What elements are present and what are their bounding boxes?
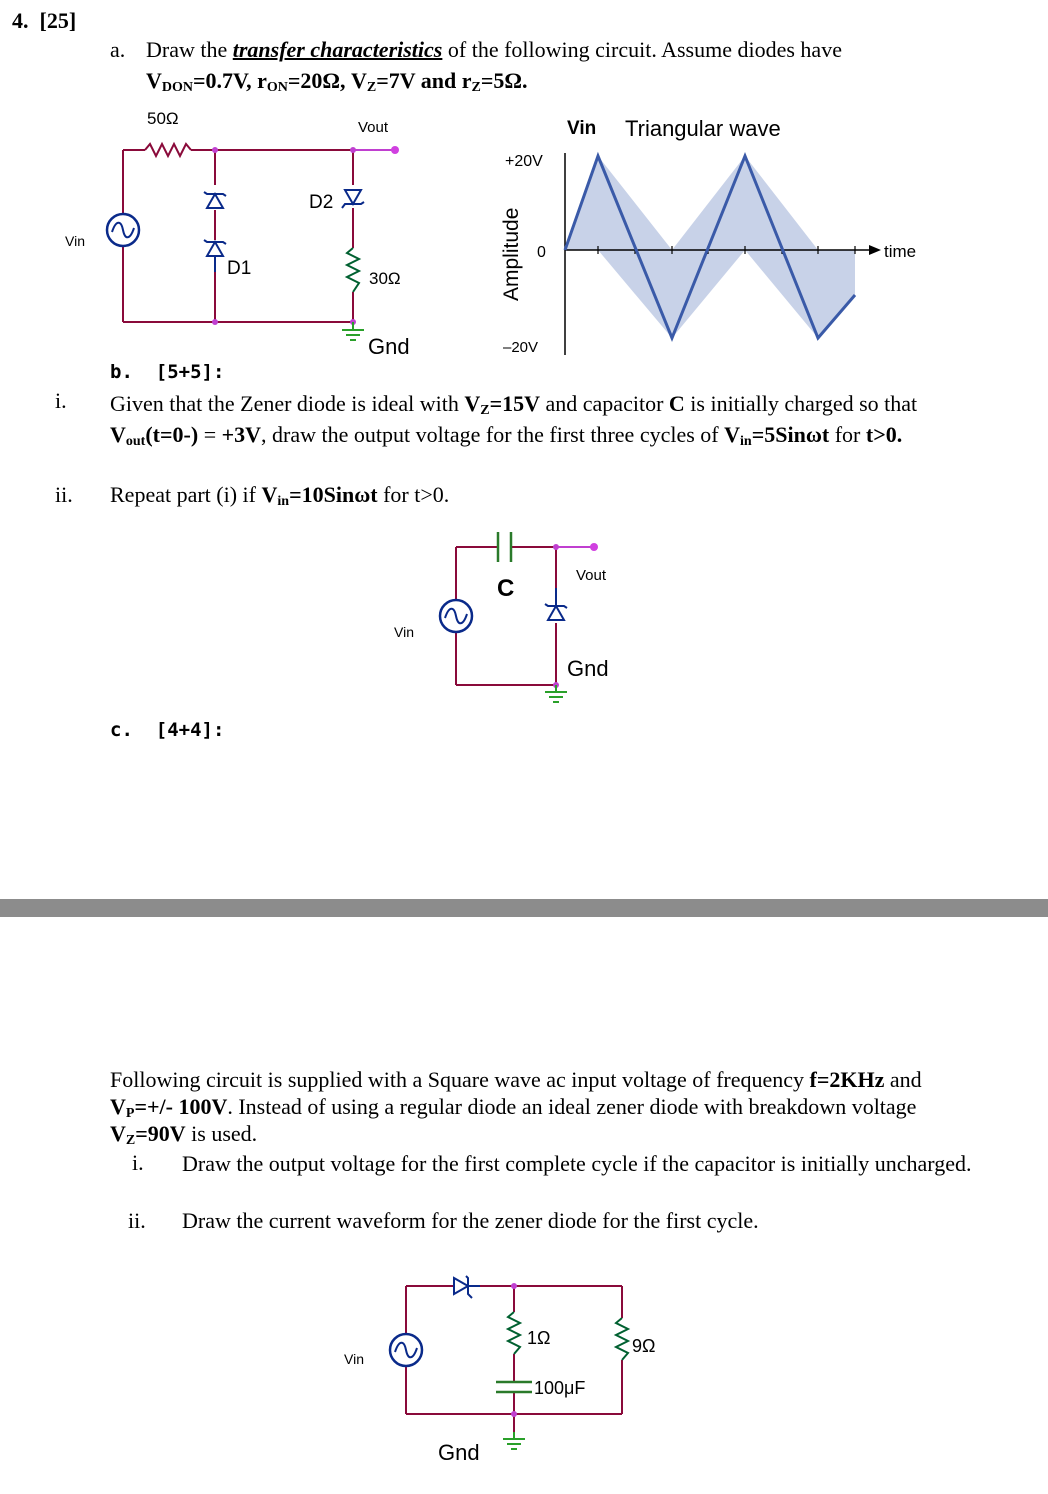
resistor-icon [347, 248, 359, 292]
r1-label: 1Ω [527, 1328, 551, 1348]
wave-title: Triangular wave [625, 116, 781, 141]
wave-vin-label: Vin [567, 118, 597, 139]
gnd-label: Gnd [368, 334, 410, 359]
d2-label: D2 [309, 192, 334, 213]
d1-label: D1 [227, 258, 252, 279]
circuit-a-diagram [55, 100, 475, 362]
ground-icon [342, 322, 364, 340]
part-a-label: a. [110, 37, 126, 62]
gnd-label: Gnd [438, 1440, 480, 1465]
ac-source-icon [440, 600, 472, 632]
d1-diode-icon [204, 240, 226, 272]
zener-diode-icon [454, 1276, 480, 1298]
zener-diode-icon [545, 588, 567, 620]
r2-label: 9Ω [632, 1336, 656, 1356]
wave-y-axis-label: Amplitude [500, 207, 523, 301]
d2-diode-icon [342, 190, 364, 208]
part-a-text: Draw the transfer characteristics of the following circuit. Assume diodes have [146, 37, 842, 62]
ground-icon [545, 685, 567, 702]
part-b-ii-text: Repeat part (i) if $V_{in}=10Sin\omega t$ for t>0. [110, 482, 450, 509]
ac-source-icon [390, 1334, 422, 1366]
page-divider [0, 899, 1048, 917]
vout-terminal [391, 146, 399, 154]
resistor-9-icon [616, 1318, 628, 1360]
part-c-intro: Following circuit is supplied with a Square wave ac input voltage of frequency f=2KHz and $V_P=+/-$ 100V. Instead of using a regular diode an ideal zener diode with breakdown voltage $V_Z=90V$ is used. [110, 1067, 922, 1148]
ground-icon [503, 1432, 525, 1449]
part-b-i-text: Given that the Zener diode is ideal with $V_Z=15V$ and capacitor C is initially charged so that $V_{out}(t=0-) = +3V$, draw the output voltage for the first three cycles of $V_{in}=5Sin\omega t$ for t>0. [110, 391, 918, 449]
part-a-emphasis: transfer characteristics [232, 37, 443, 62]
vout-label: Vout [576, 567, 607, 584]
part-b-i-label: i. [55, 388, 67, 413]
part-c-i-text: Draw the output voltage for the first complete cycle if the capacitor is initially uncharged. [182, 1151, 972, 1176]
part-b-header: b. [5+5]: [110, 361, 225, 383]
part-c-ii-label: ii. [128, 1208, 146, 1233]
part-c-i-label: i. [132, 1150, 144, 1175]
part-c-header: c. [4+4]: [110, 719, 225, 741]
zener-diode-icon [204, 192, 226, 208]
gnd-label: Gnd [567, 656, 609, 681]
vin-label: Vin [65, 233, 85, 249]
ac-source-icon [107, 214, 139, 246]
part-a-params: $V_{DON}=0.7V$, $r_{ON}=20\Omega$, $V_Z=7V$ and $r_Z=5\Omega$. [146, 68, 528, 95]
part-b-ii-label: ii. [55, 482, 73, 507]
part-c-ii-text: Draw the current waveform for the zener diode for the first cycle. [182, 1208, 759, 1233]
capacitor-icon [496, 1382, 532, 1392]
circuit-b-diagram [380, 520, 650, 710]
wave-zero-label: 0 [537, 244, 546, 261]
c-label: C [497, 575, 515, 602]
wave-pos-label: +20V [505, 153, 543, 170]
resistor-1-icon [508, 1312, 520, 1354]
vin-label: Vin [344, 1351, 364, 1367]
vout-label: Vout [358, 119, 389, 136]
r1-label: 50Ω [147, 109, 179, 128]
wave-neg-label: –20V [503, 339, 539, 356]
wave-time-label: time [884, 242, 917, 261]
cap-label: 100μF [534, 1378, 586, 1398]
capacitor-icon [498, 532, 511, 562]
problem-number: 4. [25] [12, 8, 77, 33]
vin-label: Vin [394, 624, 414, 640]
circuit-c-diagram [330, 1262, 710, 1482]
r2-label: 30Ω [369, 269, 401, 288]
triangular-wave-chart [485, 105, 940, 363]
